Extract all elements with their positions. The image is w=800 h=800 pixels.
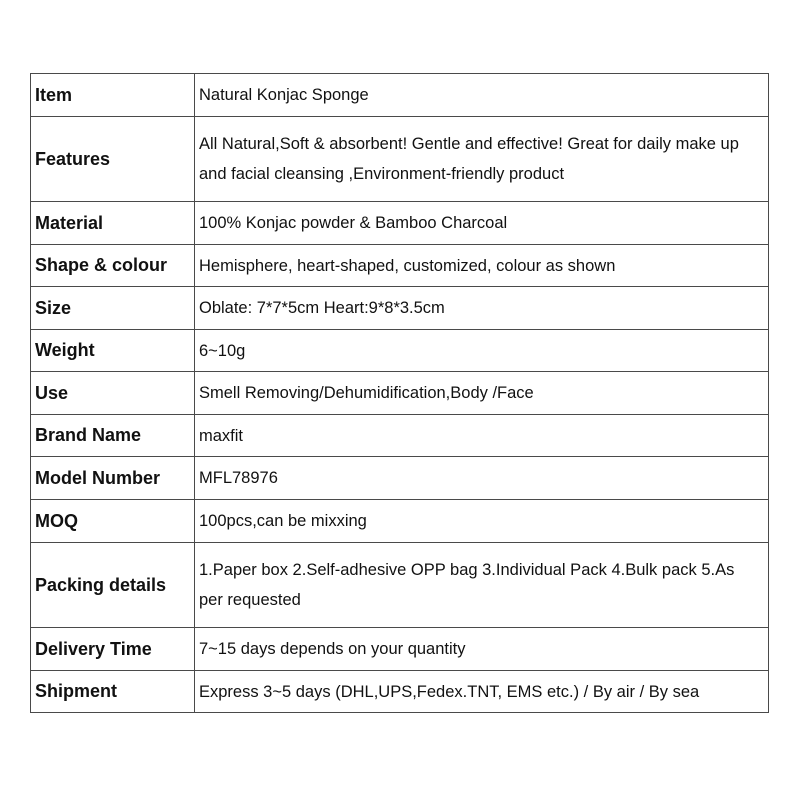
table-row bbox=[31, 457, 769, 500]
row-value: 6~10g bbox=[195, 330, 769, 372]
row-label: MOQ bbox=[31, 500, 195, 543]
row-value: 7~15 days depends on your quantity bbox=[195, 628, 769, 671]
table-row bbox=[31, 671, 769, 713]
table-row bbox=[31, 202, 769, 245]
row-label: Material bbox=[31, 202, 195, 245]
table-row bbox=[31, 287, 769, 330]
row-value: Natural Konjac Sponge bbox=[195, 74, 769, 117]
row-label: Shipment bbox=[31, 671, 195, 713]
row-value: Express 3~5 days (DHL,UPS,Fedex.TNT, EMS etc.) / By air / By sea bbox=[195, 671, 769, 713]
table-row bbox=[31, 628, 769, 671]
row-label: Model Number bbox=[31, 457, 195, 500]
row-label: Use bbox=[31, 372, 195, 415]
row-label: Features bbox=[31, 117, 195, 202]
row-value: All Natural,Soft & absorbent! Gentle and effective! Great for daily make up and facial cleansing ,Environment-friendly product bbox=[195, 117, 769, 202]
table-row bbox=[31, 74, 769, 117]
row-label: Shape & colour bbox=[31, 245, 195, 287]
row-value: Smell Removing/Dehumidification,Body /Face bbox=[195, 372, 769, 415]
row-value: Oblate: 7*7*5cm Heart:9*8*3.5cm bbox=[195, 287, 769, 330]
row-value: Hemisphere, heart-shaped, customized, colour as shown bbox=[195, 245, 769, 287]
table-row bbox=[31, 117, 769, 202]
table-row bbox=[31, 330, 769, 372]
row-value: 1.Paper box 2.Self-adhesive OPP bag 3.Individual Pack 4.Bulk pack 5.As per requested bbox=[195, 543, 769, 628]
row-value: 100% Konjac powder & Bamboo Charcoal bbox=[195, 202, 769, 245]
row-label: Packing details bbox=[31, 543, 195, 628]
table-row bbox=[31, 543, 769, 628]
row-label: Size bbox=[31, 287, 195, 330]
row-value: MFL78976 bbox=[195, 457, 769, 500]
table-row bbox=[31, 500, 769, 543]
row-value: 100pcs,can be mixxing bbox=[195, 500, 769, 543]
row-label: Weight bbox=[31, 330, 195, 372]
row-value: maxfit bbox=[195, 415, 769, 457]
table-row bbox=[31, 415, 769, 457]
row-label: Item bbox=[31, 74, 195, 117]
product-spec-table bbox=[30, 73, 769, 713]
table-row bbox=[31, 372, 769, 415]
row-label: Brand Name bbox=[31, 415, 195, 457]
table-row bbox=[31, 245, 769, 287]
row-label: Delivery Time bbox=[31, 628, 195, 671]
